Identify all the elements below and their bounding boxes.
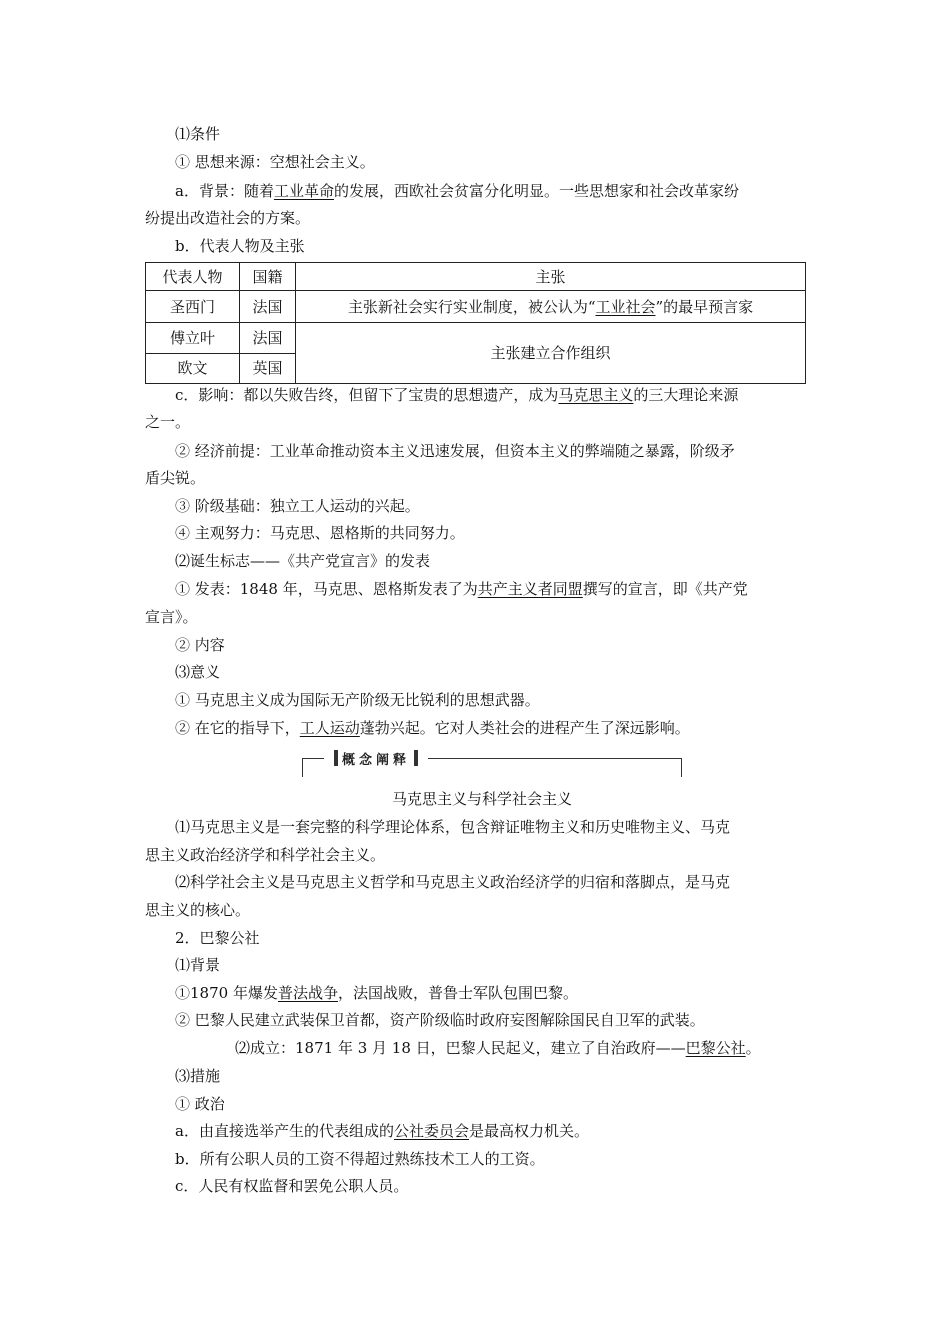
paris-background-heading: ⑴背景	[175, 956, 221, 974]
subjective-effort: ④ 主观努力：马克思、恩格斯的共同努力。	[175, 524, 465, 542]
publication-line-1: ① 发表：1848 年，马克思、恩格斯发表了为共产主义者同盟撰写的宣言，即《共产党	[175, 580, 748, 598]
paris-background-1: ①1870 年爆发普法战争，法国战败，普鲁士军队包围巴黎。	[175, 984, 578, 1002]
background-line-2: 纷提出改造社会的方案。	[145, 209, 311, 227]
significance-1: ① 马克思主义成为国际无产阶级无比锐利的思想武器。	[175, 691, 540, 709]
table-cell-name: 傅立叶	[146, 323, 240, 353]
table-cell-claim: 主张建立合作组织	[296, 323, 806, 384]
section-paris-commune: 2．巴黎公社	[175, 929, 260, 947]
concept-point-1a: ⑴马克思主义是一套完整的科学理论体系，包含辩证唯物主义和历史唯物主义、马克	[175, 818, 731, 836]
concept-title: 马克思主义与科学社会主义	[392, 790, 573, 808]
term-marxism: 马克思主义	[558, 386, 634, 404]
concept-label: 概念阐释	[324, 748, 428, 768]
term-workers-movement: 工人运动	[299, 719, 360, 737]
influence-line-2: 之一。	[145, 413, 191, 431]
paris-measures-heading: ⑶措施	[175, 1067, 221, 1085]
birth-mark-heading: ⑵诞生标志——《共产党宣言》的发表	[175, 552, 431, 570]
significance-2: ② 在它的指导下，工人运动蓬勃兴起。它对人类社会的进程产生了深远影响。	[175, 719, 690, 737]
table-row	[146, 291, 806, 323]
concept-point-1b: 思主义政治经济学和科学社会主义。	[145, 846, 386, 864]
concept-point-2a: ⑵科学社会主义是马克思主义哲学和马克思主义政治经济学的归宿和落脚点，是马克	[175, 873, 731, 891]
term-industrial-society: 工业社会	[595, 297, 656, 316]
idea-source: ① 思想来源：空想社会主义。	[175, 153, 375, 171]
economic-premise-1: ② 经济前提：工业革命推动资本主义迅速发展，但资本主义的弊端随之暴露，阶级矛	[175, 442, 735, 460]
concept-point-2b: 思主义的核心。	[145, 901, 251, 919]
significance-heading: ⑶意义	[175, 663, 221, 681]
table-header-figure: 代表人物	[146, 263, 240, 291]
paris-politics-a: a．由直接选举产生的代表组成的公社委员会是最高权力机关。	[175, 1122, 589, 1140]
influence-line-1: c．影响：都以失败告终，但留下了宝贵的思想遗产，成为马克思主义的三大理论来源	[175, 386, 739, 404]
paris-politics-b: b．所有公职人员的工资不得超过熟练技术工人的工资。	[175, 1150, 545, 1168]
term-paris-commune: 巴黎公社	[685, 1039, 746, 1057]
paris-background-2: ② 巴黎人民建立武装保卫首都，资产阶级临时政府妄图解除国民自卫军的武装。	[175, 1011, 705, 1029]
term-industrial-revolution: 工业革命	[273, 182, 334, 200]
figures-heading: b．代表人物及主张	[175, 237, 305, 255]
paris-politics-heading: ① 政治	[175, 1095, 225, 1113]
term-commune-council: 公社委员会	[393, 1122, 469, 1140]
term-franco-prussian-war: 普法战争	[277, 984, 338, 1002]
table-row	[146, 323, 806, 353]
concept-box-header	[302, 748, 682, 778]
representatives-table	[145, 262, 806, 384]
table-header-claim: 主张	[296, 263, 806, 291]
term-communist-league: 共产主义者同盟	[477, 580, 583, 598]
cond-heading: ⑴条件	[175, 125, 221, 143]
table-cell-name: 欧文	[146, 353, 240, 383]
table-cell-claim: 主张新社会实行实业制度，被公认为“工业社会”的最早预言家	[296, 291, 806, 323]
class-basis: ③ 阶级基础：独立工人运动的兴起。	[175, 497, 420, 515]
table-header-country: 国籍	[240, 263, 296, 291]
table-cell-country: 法国	[240, 291, 296, 323]
content-heading: ② 内容	[175, 636, 225, 654]
table-cell-country: 法国	[240, 323, 296, 353]
paris-founding: ⑵成立：1871 年 3 月 18 日，巴黎人民起义，建立了自治政府——巴黎公社。	[235, 1039, 761, 1057]
table-cell-country: 英国	[240, 353, 296, 383]
economic-premise-2: 盾尖锐。	[145, 469, 206, 487]
paris-politics-c: c．人民有权监督和罢免公职人员。	[175, 1177, 409, 1195]
background-line-1: a．背景：随着工业革命的发展，西欧社会贫富分化明显。一些思想家和社会改革家纷	[175, 182, 739, 200]
table-cell-name: 圣西门	[146, 291, 240, 323]
publication-line-2: 宣言》。	[145, 608, 198, 626]
